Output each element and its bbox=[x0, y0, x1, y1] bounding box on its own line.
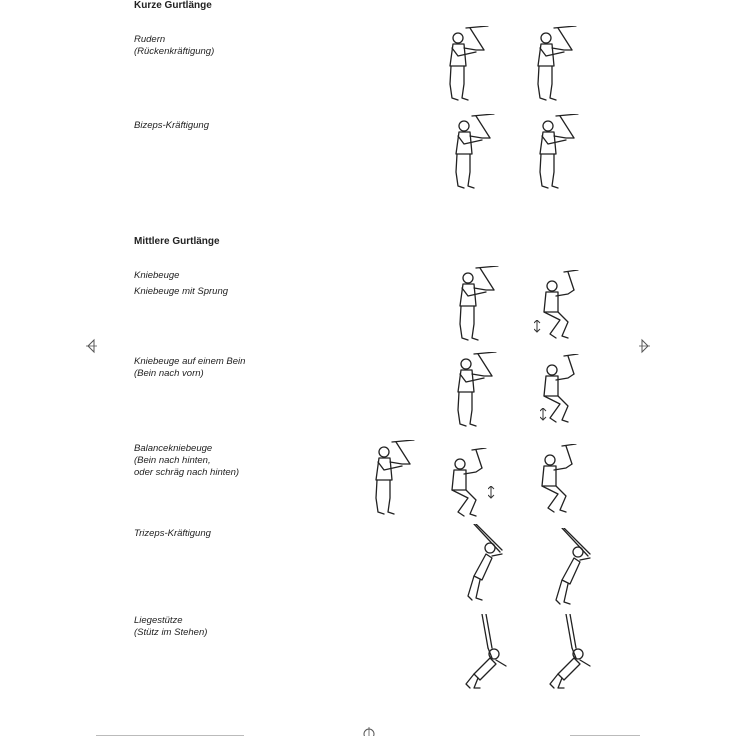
triceps-start-figure bbox=[460, 524, 510, 604]
exercise-label-balance-squat: Balancekniebeuge (Bein nach hinten, oder schräg nach hinten) bbox=[134, 443, 240, 478]
exercise-label-single-leg-squat: Kniebeuge auf einem Bein (Bein nach vorn) bbox=[134, 356, 246, 379]
pushup-start-figure bbox=[462, 614, 512, 694]
triceps-end-figure bbox=[548, 528, 598, 608]
exercise-label-rowing: Rudern (Rückenkräftigung) bbox=[134, 34, 215, 57]
registration-mark-right-icon bbox=[638, 338, 650, 354]
section-heading-short-strap: Kurze Gurtlänge bbox=[134, 0, 212, 11]
balance-squat-diagonal-figure bbox=[536, 444, 586, 524]
single-leg-squat-end-figure bbox=[538, 354, 588, 434]
up-down-arrow-icon bbox=[540, 408, 547, 421]
exercise-label-pushup: Liegestütze (Stütz im Stehen) bbox=[134, 615, 208, 638]
up-down-arrow-icon bbox=[534, 320, 541, 333]
registration-mark-bottom-icon bbox=[362, 726, 376, 736]
exercise-label-squat: Kniebeuge Kniebeuge mit Sprung bbox=[134, 270, 229, 297]
exercise-label-biceps: Bizeps-Kräftigung bbox=[134, 120, 209, 131]
squat-end-figure bbox=[538, 270, 588, 350]
balance-squat-start-figure bbox=[370, 440, 420, 520]
biceps-end-figure bbox=[534, 114, 584, 194]
up-down-arrow-icon bbox=[488, 486, 495, 499]
exercise-label-triceps: Trizeps-Kräftigung bbox=[134, 528, 211, 539]
single-leg-squat-start-figure bbox=[452, 352, 502, 432]
rowing-start-figure bbox=[444, 26, 494, 106]
section-heading-medium-strap: Mittlere Gurtlänge bbox=[134, 236, 220, 247]
biceps-start-figure bbox=[450, 114, 500, 194]
pushup-end-figure bbox=[546, 614, 596, 694]
registration-mark-left-icon bbox=[86, 338, 98, 354]
squat-start-figure bbox=[454, 266, 504, 346]
rowing-end-figure bbox=[532, 26, 582, 106]
